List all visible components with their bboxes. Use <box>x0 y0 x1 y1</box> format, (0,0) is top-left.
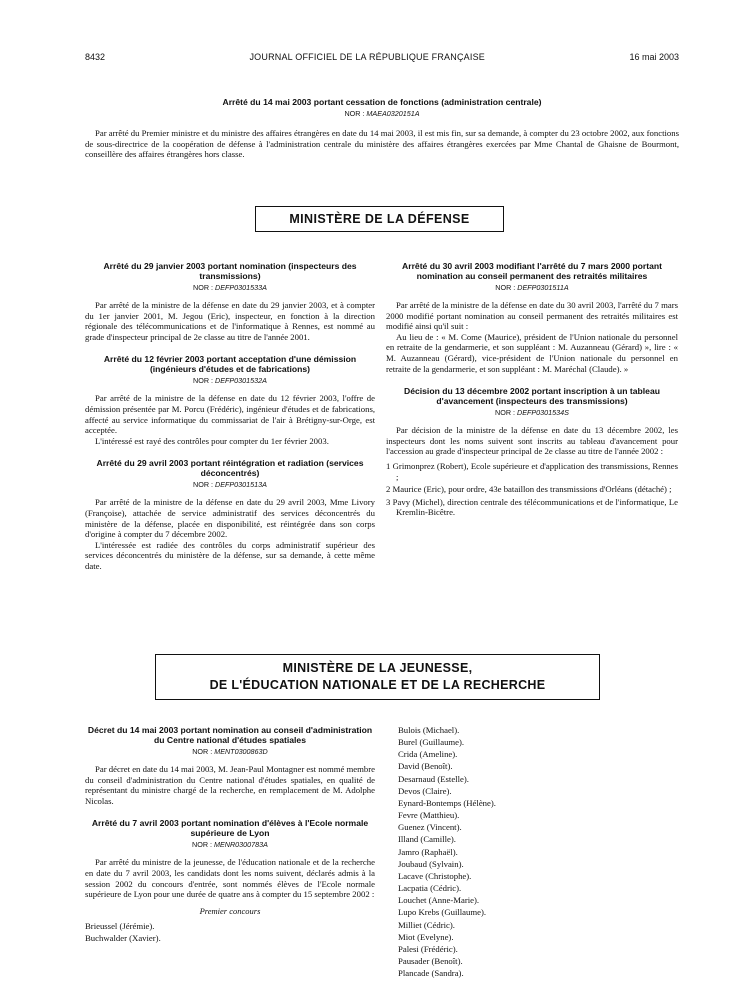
list-item: Palesi (Frédéric). <box>398 943 458 954</box>
section-paragraph: Par décret en date du 14 mai 2003, M. Jean-Paul Montagner est nommé membre du conseil d'administration du Centre national d'études spatiales, en qualité de représentant du ministre chargé de la recherche, en remplacement de M. Adolphe Nicolas. <box>85 764 375 806</box>
list-item: Joubaud (Sylvain). <box>398 858 464 869</box>
list-item: 1 Grimonprez (Robert), Ecole supérieure et d'application des transmissions, Rennes ; <box>386 460 678 482</box>
concours-label: Premier concours <box>199 905 261 916</box>
list-item: Devos (Claire). <box>398 785 452 796</box>
list-item: Milliet (Cédric). <box>398 919 455 930</box>
nor-reference: NOR : DEFP0301534S <box>495 408 569 418</box>
list-item: Lupo Krebs (Guillaume). <box>398 907 487 918</box>
list-item: Illand (Camille). <box>398 834 456 845</box>
list-item: Louchet (Anne-Marie). <box>398 895 480 906</box>
arrete-section <box>85 725 375 806</box>
list-item: Burel (Guillaume). <box>398 737 465 748</box>
running-header <box>85 52 679 62</box>
section-paragraph: Au lieu de : « M. Come (Maurice), président de l'Union nationale du personnel en retraite de la gendarmerie, et son suppléant : M. Auzanneau (Gérard) », lire : « M. Auzanneau (Gérard), vice-président de l'Union nationale du personnel en retraite de la gendarmerie, et son suppléant : M. Maréchal (Claude). » <box>386 331 678 374</box>
ministry-youth-heading-line2: DE L'ÉDUCATION NATIONALE ET DE LA RECHERCHE <box>209 678 546 692</box>
section-title: Arrêté du 7 avril 2003 portant nomination d'élèves à l'Ecole normale supérieure de Lyon <box>91 818 369 839</box>
list-item: Jamro (Raphaël). <box>398 846 458 857</box>
list-item: Bulois (Michael). <box>398 725 460 735</box>
section-title: Arrêté du 29 avril 2003 portant réintégration et radiation (services déconcentrés) <box>96 458 364 479</box>
section-paragraph: Par arrêté de la ministre de la défense en date du 29 avril 2003, Mme Livory (Françoise), attachée de service administratif des services déconcentrés du ministère de la défense, placée en disponibilité, est réintégrée dans son corps d'origine à compter du 7 décembre 2002. <box>85 497 375 540</box>
list-item: Desarnaud (Estelle). <box>398 773 469 784</box>
section-title: Arrêté du 30 avril 2003 modifiant l'arrêté du 7 mars 2000 portant nomination au conseil permanent des retraités militaires <box>402 261 662 281</box>
arrete-section <box>386 386 678 518</box>
section-title: Arrêté du 29 janvier 2003 portant nomination (inspecteurs des transmissions) <box>103 261 357 281</box>
section-title: Décret du 14 mai 2003 portant nomination au conseil d'administration du Centre national d'études spatiales <box>87 725 373 745</box>
nor-reference: NOR : DEFP0301533A <box>193 283 267 292</box>
arrete-section <box>386 261 678 374</box>
section-title: Arrêté du 12 février 2003 portant acceptation d'une démission (ingénieurs d'études et de fabrications) <box>103 354 357 375</box>
list-item: Pausader (Benoît). <box>398 955 463 966</box>
list-item: Brieussel (Jérémie). <box>85 920 155 931</box>
list-item: 3 Pavy (Michel), direction centrale des télécommunications et de l'informatique, Le Kremlin-Bicêtre. <box>386 496 678 518</box>
section-paragraph: Par arrêté de la ministre de la défense en date du 30 avril 2003, l'arrêté du 7 mars 2000 modifié portant nomination au conseil permanent des retraités militaires est modifié ainsi qu'il suit : <box>386 300 678 332</box>
youth-right-names <box>398 724 678 979</box>
ministry-youth-heading <box>155 654 600 700</box>
top-arrete-title: Arrêté du 14 mai 2003 portant cessation de fonctions (administration centrale) <box>222 97 542 107</box>
list-item: 2 Maurice (Eric), pour ordre, 43e bataillon des transmissions d'Orléans (détaché) ; <box>386 484 672 495</box>
nor-reference: NOR : DEFP0301511A <box>495 283 569 292</box>
list-item: Plancade (Sandra). <box>398 968 464 979</box>
arrete-section <box>85 818 375 944</box>
ranked-list <box>386 461 678 518</box>
list-item: Lacave (Christophe). <box>398 870 472 881</box>
list-item: Buchwalder (Xavier). <box>85 932 161 943</box>
section-paragraph: L'intéressé est rayé des contrôles pour compter du 1er février 2003. <box>95 435 329 446</box>
section-paragraph: Par décision de la ministre de la défense en date du 13 décembre 2002, les inspecteurs dont les noms suivent sont inscrits au tableau d'avancement pour l'accession au grade d'inspecteur principal de 2e classe au titre de l'année 2002 : <box>386 425 678 457</box>
nor-reference: NOR : MENR0300783A <box>192 840 268 850</box>
list-item: Lacpatia (Cédric). <box>398 883 462 894</box>
list-item: Crida (Ameline). <box>398 749 458 760</box>
youth-left-column <box>85 725 375 956</box>
section-paragraph: Par arrêté du ministre de la jeunesse, de l'éducation nationale et de la recherche en date du 7 avril 2003, les candidats dont les noms suivent, déclarés admis à la session 2002 du concours d'entrée, sont nommés élèves de l'Ecole normale supérieure de Lyon pour une durée de quatre ans à compter du 15 septembre 2002 : <box>85 857 375 900</box>
ministry-defense-heading: MINISTÈRE DE LA DÉFENSE <box>255 206 504 232</box>
nor-reference: NOR : DEFP0301532A <box>193 376 267 386</box>
list-item: Eynard-Bontemps (Hélène). <box>398 797 496 808</box>
issue-date: 16 mai 2003 <box>629 52 679 62</box>
defense-right-column <box>386 261 678 530</box>
defense-left-column <box>85 261 375 584</box>
page-number: 8432 <box>85 52 106 62</box>
top-arrete-nor: NOR : MAEA0320151A <box>344 109 420 118</box>
list-item: Guenez (Vincent). <box>398 822 462 833</box>
list-item: Miot (Evelyne). <box>398 931 454 942</box>
section-title: Décision du 13 décembre 2002 portant inscription à un tableau d'avancement (inspecteurs des transmissions) <box>404 386 660 407</box>
list-item: David (Benoît). <box>398 761 453 772</box>
arrete-section <box>85 261 375 342</box>
section-paragraph: Par arrêté de la ministre de la défense en date du 12 février 2003, l'offre de démission présentée par M. Porcu (Frédéric), ingénieur d'études et de fabrications, affecté au service informatique du commissariat de l'air à Brétigny-sur-Orge, est acceptée. <box>85 393 375 436</box>
journal-title: JOURNAL OFFICIEL DE LA RÉPUBLIQUE FRANÇAISE <box>249 52 485 62</box>
section-paragraph: Par arrêté de la ministre de la défense en date du 29 janvier 2003, et à compter du 1er janvier 2001, M. Jegou (Eric), inspecteur, en fonction à la direction régionale des télécommunications et de l'informatique à Rennes, est nommé au grade d'inspecteur principal de 2e classe au titre de l'année 2001. <box>85 300 375 342</box>
list-item: Fevre (Matthieu). <box>398 810 460 821</box>
arrete-section <box>85 354 375 446</box>
section-paragraph: L'intéressée est radiée des contrôles du corps administratif supérieur des services déconcentrés du ministère de la défense, sur sa demande, à cette même date. <box>85 539 375 571</box>
arrete-section <box>85 458 375 571</box>
nor-reference: NOR : MENT0300863D <box>192 747 268 756</box>
nor-reference: NOR : DEFP0301513A <box>193 480 267 490</box>
top-arrete <box>85 97 679 160</box>
name-list <box>85 920 375 944</box>
ministry-youth-heading-line1: MINISTÈRE DE LA JEUNESSE, <box>282 661 473 675</box>
top-arrete-body: Par arrêté du Premier ministre et du ministre des affaires étrangères en date du 14 mai 2003, il est mis fin, sur sa demande, à compter du 23 octobre 2002, aux fonctions de sous-directrice de la coopération de défense à l'administration centrale du ministère des affaires étrangères exercées par Mme Chantal de Ghaisne de Bourmont, conseillère des affaires étrangères hors classe. <box>85 128 679 160</box>
